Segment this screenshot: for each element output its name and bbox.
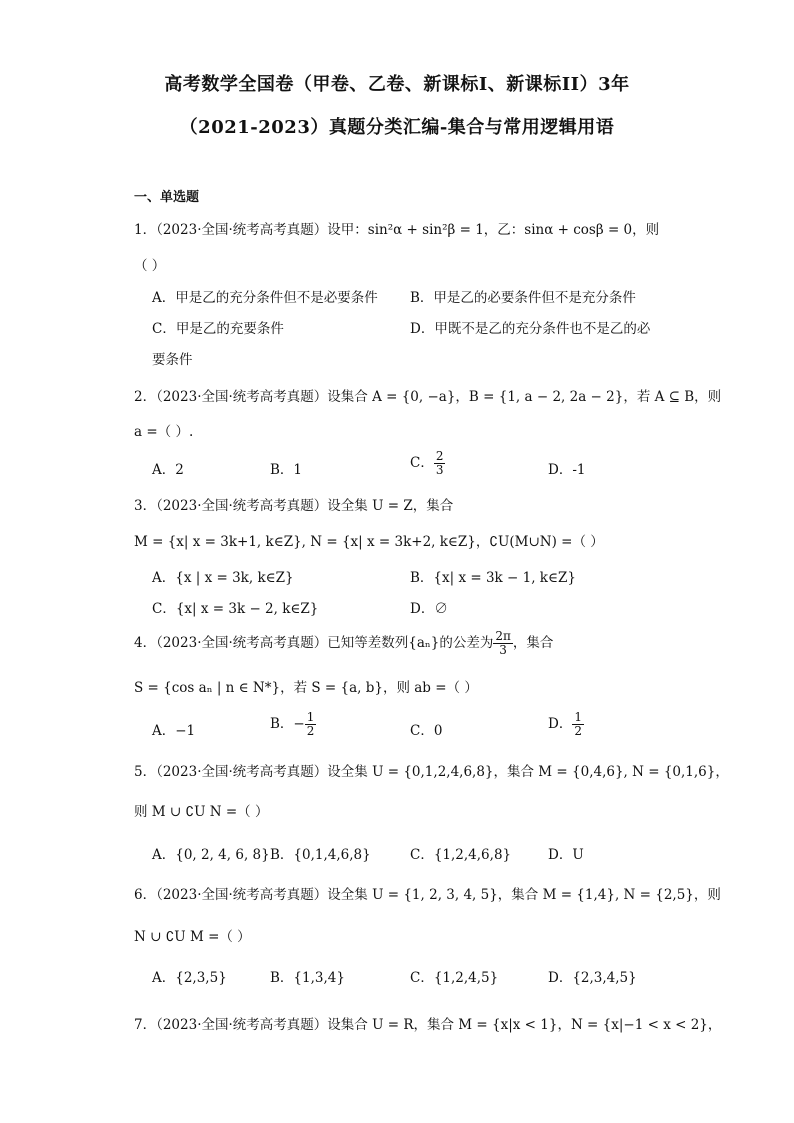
- q1-option-d-continued: 要条件: [152, 352, 193, 368]
- q4-stem-numerator: 2π: [495, 629, 511, 643]
- q6-option-d: D．{2,3,4,5}: [548, 970, 637, 986]
- q2-option-c-fraction: [434, 450, 446, 477]
- q3-option-a: A．{x | x = 3k, k∈Z}: [152, 570, 294, 586]
- q2-stem: 2．（2023·全国·统考高考真题）设集合 A = {0, −a}，B = {1, a − 2, 2a − 2}，若 A ⊆ B，则: [134, 389, 722, 405]
- q4-option-d-fraction: [572, 711, 584, 738]
- q4-stem-denominator: 3: [499, 643, 507, 657]
- q6-option-b: B．{1,3,4}: [270, 970, 345, 986]
- q2-stem-line2: a =（ ）.: [134, 424, 194, 440]
- q5-stem: 5．（2023·全国·统考高考真题）设全集 U = {0,1,2,4,6,8}，集合 M = {0,4,6}, N = {0,1,6}，: [134, 764, 729, 780]
- q5-stem-line2: 则 M ∪ ∁U N =（ ）: [134, 804, 269, 820]
- q3-option-d: D．∅: [410, 601, 448, 617]
- q4-option-d: [548, 711, 584, 738]
- q5-option-d: D．U: [548, 847, 584, 863]
- q4-option-d-numerator: 1: [574, 710, 582, 724]
- q4-option-b-numerator: 1: [306, 710, 315, 724]
- q2-option-a: A．2: [152, 462, 184, 478]
- q4-stem-fraction: [493, 630, 513, 657]
- q4-stem-line2: S = {cos aₙ | n ∈ N*}，若 S = {a, b}，则 ab =（ ）: [134, 680, 478, 696]
- document-title-line1: 高考数学全国卷（甲卷、乙卷、新课标I、新课标II）3年: [164, 74, 630, 95]
- q2-option-c-label: C．: [410, 455, 434, 471]
- q4-option-b-label: B．−: [270, 716, 305, 732]
- q4-option-d-label: D．: [548, 716, 573, 732]
- q6-stem-line2: N ∪ ∁U M =（ ）: [134, 929, 251, 945]
- q5-option-a: A．{0, 2, 4, 6, 8}: [152, 847, 270, 863]
- q7-stem: 7．（2023·全国·统考高考真题）设集合 U = R，集合 M = {x|x < 1}，N = {x|−1 < x < 2}，: [134, 1017, 722, 1033]
- q1-option-c: C．甲是乙的充要条件: [152, 321, 284, 337]
- q2-option-b: B．1: [270, 462, 303, 478]
- q4-option-a: A．−1: [152, 723, 196, 739]
- q3-option-c: C．{x| x = 3k − 2, k∈Z}: [152, 601, 319, 617]
- q6-stem: 6．（2023·全国·统考高考真题）设全集 U = {1, 2, 3, 4, 5}，集合 M = {1,4}, N = {2,5}，则: [134, 887, 721, 903]
- q6-option-c: C．{1,2,4,5}: [410, 970, 499, 986]
- q4-option-b-denominator: 2: [306, 724, 315, 738]
- q2-option-c-denominator: 3: [435, 463, 444, 477]
- q5-option-c: C．{1,2,4,6,8}: [410, 847, 512, 863]
- q1-option-d: D．甲既不是乙的充分条件也不是乙的必: [410, 321, 651, 337]
- q4-stem-post: ，集合: [512, 635, 554, 651]
- q3-stem: 3．（2023·全国·统考高考真题）设全集 U = Z，集合: [134, 498, 454, 514]
- q4-option-d-denominator: 2: [574, 724, 582, 738]
- q2-option-c-numerator: 2: [435, 449, 444, 463]
- q3-stem-line2: M = {x| x = 3k+1, k∈Z}, N = {x| x = 3k+2, k∈Z}，∁U(M∪N) =（ ）: [134, 534, 604, 550]
- q5-option-b: B．{0,1,4,6,8}: [270, 847, 371, 863]
- q2-option-c: [410, 450, 445, 477]
- document-title-line2: （2021-2023）真题分类汇编-集合与常用逻辑用语: [179, 117, 615, 138]
- q3-option-b: B．{x| x = 3k − 1, k∈Z}: [410, 570, 576, 586]
- q1-option-a: A．甲是乙的充分条件但不是必要条件: [152, 290, 378, 306]
- q4-stem-pre: 4．（2023·全国·统考高考真题）已知等差数列{aₙ}的公差为: [134, 635, 494, 651]
- q2-option-d: D．-1: [548, 462, 586, 478]
- q1-stem: 1．（2023·全国·统考高考真题）设甲：sin²α + sin²β = 1，乙：sinα + cosβ = 0，则: [134, 222, 660, 238]
- q4-option-c: C．0: [410, 723, 443, 739]
- q1-option-b: B．甲是乙的必要条件但不是充分条件: [410, 290, 636, 306]
- q1-paren: （ ）: [134, 258, 166, 274]
- q4-stem: [134, 630, 553, 657]
- section-heading: 一、单选题: [134, 190, 200, 205]
- q6-option-a: A．{2,3,5}: [152, 970, 227, 986]
- q4-option-b: [270, 711, 316, 738]
- q4-option-b-fraction: [305, 711, 317, 738]
